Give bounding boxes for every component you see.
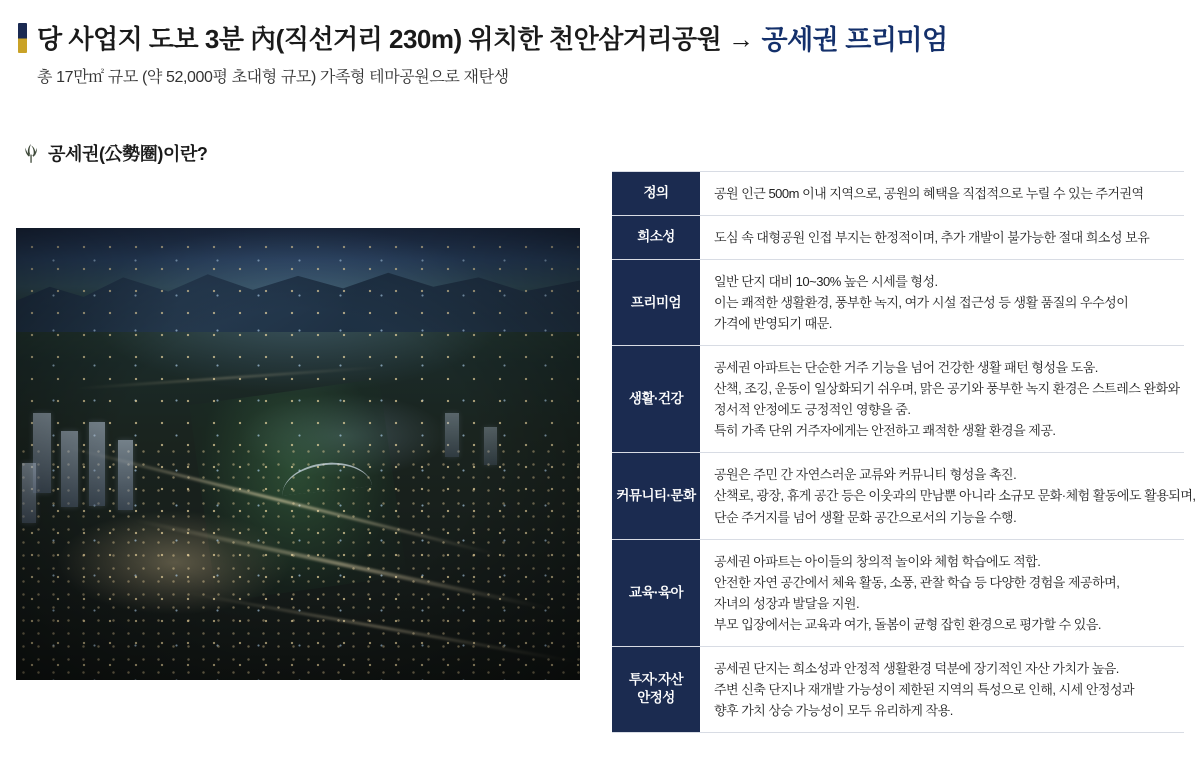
table-row (612, 646, 1184, 732)
table-row (612, 453, 1184, 539)
desc-line: 공세권 아파트는 단순한 거주 기능을 넘어 건강한 생활 패턴 형성을 도움. (714, 360, 1098, 376)
desc-line: 공세권 단지는 희소성과 안정적 생활환경 덕분에 장기적인 자산 가치가 높음. (714, 660, 1119, 676)
row-label-line1: 투자·자산 (628, 672, 684, 688)
title-bullet-icon (18, 23, 27, 53)
desc-line: 공원 인근 500m 이내 지역으로, 공원의 혜택을 직접적으로 누릴 수 있는 주거권역 (714, 186, 1144, 201)
row-label-line2: 안정성 (637, 690, 675, 706)
desc-line: 단순 주거지를 넘어 생활 문화 공간으로서의 기능을 수행. (714, 509, 1017, 525)
photo-vignette (16, 228, 580, 680)
row-desc-life-health (700, 346, 1184, 453)
table-row (612, 172, 1184, 216)
desc-line: 공원은 주민 간 자연스러운 교류와 커뮤니티 형성을 촉진. (714, 467, 1017, 483)
row-desc-investment-stability (700, 646, 1184, 732)
desc-line: 특히 가족 단위 거주자에게는 안전하고 쾌적한 생활 환경을 제공. (714, 423, 1056, 439)
row-label-investment-stability (612, 646, 700, 732)
page-title-main: 당 사업지 도보 3분 內(직선거리 230m) 위치한 천안삼거리공원 → (37, 24, 754, 54)
desc-line: 산책, 조깅, 운동이 일상화되기 쉬우며, 맑은 공기와 풍부한 녹지 환경은 스트레스 완화와 (714, 381, 1180, 397)
table-row (612, 346, 1184, 453)
section-heading (18, 140, 208, 166)
row-desc-scarcity (700, 216, 1184, 260)
row-desc-premium (700, 260, 1184, 346)
desc-line: 일반 단지 대비 10~30% 높은 시세를 형성. (714, 274, 938, 290)
leaf-icon (18, 140, 44, 166)
row-label-community-culture: 커뮤니티·문화 (612, 453, 700, 539)
desc-line: 공세권 아파트는 아이들의 창의적 놀이와 체험 학습에도 적합. (714, 553, 1041, 569)
desc-line: 주변 신축 단지나 재개발 가능성이 제한된 지역의 특성으로 인해, 시세 안정성과 (714, 681, 1135, 697)
desc-line: 도심 속 대형공원 인접 부지는 한정적이며, 추가 개발이 불가능한 절대 희소성 보유 (714, 230, 1150, 246)
desc-line: 안전한 자연 공간에서 체육 활동, 소풍, 관찰 학습 등 다양한 경험을 제공하며, (714, 574, 1120, 590)
desc-line: 이는 쾌적한 생활환경, 풍부한 녹지, 여가 시설 접근성 등 생활 품질의 우수성이 (714, 295, 1129, 311)
row-desc-community-culture (700, 453, 1196, 539)
table-row (612, 216, 1184, 260)
row-label-premium: 프리미엄 (612, 260, 700, 346)
desc-line: 향후 가치 상승 가능성이 모두 유리하게 작용. (714, 702, 953, 718)
definition-table (612, 171, 1196, 733)
table-row (612, 260, 1184, 346)
page-title-accent: 공세권 프리미엄 (761, 25, 948, 55)
desc-line: 가격에 반영되기 때문. (714, 316, 832, 332)
row-label-definition: 정의 (612, 172, 700, 216)
page-subtitle: 총 17만㎡ 규모 (약 52,000평 초대형 규모) 가족형 테마공원으로 재탄생 (37, 69, 509, 86)
table-row (612, 539, 1184, 646)
row-desc-definition (700, 172, 1184, 216)
aerial-photo-image (16, 228, 580, 680)
aerial-photo (16, 228, 580, 680)
page-title (18, 18, 948, 57)
row-desc-education-childcare (700, 539, 1184, 646)
section-title: 공세권(公勢圈)이란? (48, 144, 208, 164)
desc-line: 부모 입장에서는 교육과 여가, 돌봄이 균형 잡힌 환경으로 평가할 수 있음. (714, 616, 1102, 632)
desc-line: 산책로, 광장, 휴게 공간 등은 이웃과의 만남뿐 아니라 소규모 문화·체험 활동에도 활용되며, (714, 488, 1196, 504)
desc-line: 정서적 안정에도 긍정적인 영향을 줌. (714, 402, 911, 418)
row-label-scarcity: 희소성 (612, 216, 700, 260)
row-label-life-health: 생활·건강 (612, 346, 700, 453)
row-label-education-childcare: 교육·육아 (612, 539, 700, 646)
desc-line: 자녀의 성장과 발달을 지원. (714, 595, 860, 611)
